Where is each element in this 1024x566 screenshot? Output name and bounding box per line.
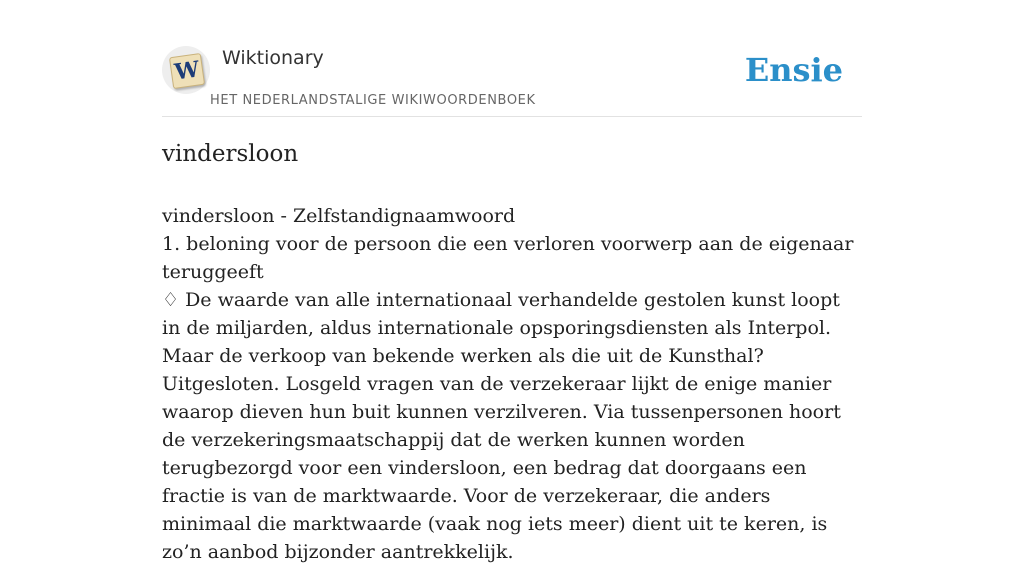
article [162, 138, 862, 566]
example-quote: ♢ De waarde van alle internationaal verhandelde gestolen kunst loopt in de miljarden, aldus internationale opsporingsdiensten als Interpol. Maar de verkoop van bekende werken als die uit de Kunsthal? Uitgesloten. Losgeld vragen van de verzekeraar lijkt de enige manier waarop dieven hun buit kunnen verzilveren. Via tussenpersonen hoort de verzekeringsmaatschappij dat de werken kunnen worden terugbezorgd voor een vindersloon, een bedrag dat doorgaans een fractie is van de marktwaarde. Voor de verzekeraar, die anders minimaal die marktwaarde (vaak nog iets meer) dient uit te keren, is zo’n aanbod bijzonder aantrekkelijk. [162, 289, 841, 563]
site-title[interactable]: Wiktionary [222, 47, 324, 69]
logo-tile-icon: W [169, 53, 205, 89]
site-header [162, 0, 862, 117]
definition: 1. beloning voor de persoon die een verloren voorwerp aan de eigenaar teruggeeft [162, 233, 854, 283]
dictionary-entry [162, 202, 862, 566]
page-title: vindersloon [162, 141, 299, 167]
site-subtitle: HET NEDERLANDSTALIGE WIKIWOORDENBOEK [210, 93, 536, 108]
wiktionary-logo[interactable] [162, 46, 210, 94]
ensie-brand-link[interactable]: Ensie [744, 51, 843, 89]
headword-line: vindersloon - Zelfstandignaamwoord [162, 205, 516, 227]
